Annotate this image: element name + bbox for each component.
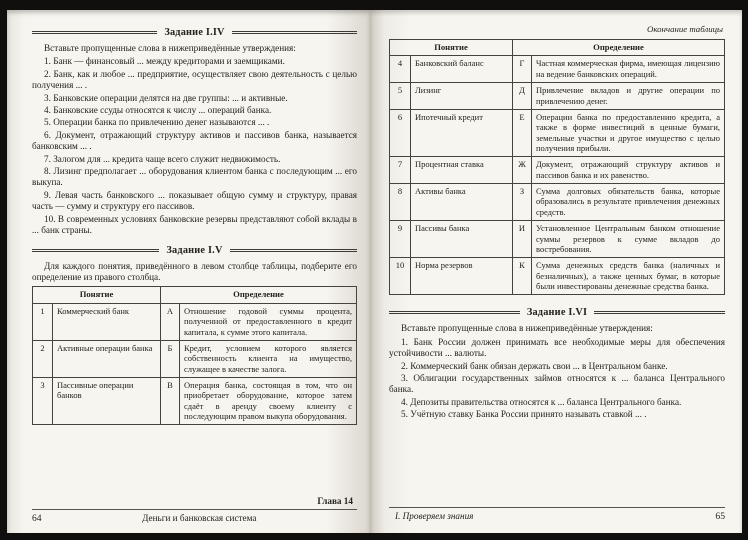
definition-cell: Операции банка по предоставлению кредита, а также в форме инвестиций в ценные бумаги, земельные участки и другое имущество с целью получения прибыли. [532, 109, 725, 156]
concept-cell: Банковский баланс [411, 56, 513, 83]
table-row [390, 221, 725, 258]
concept-cell: Коммерческий банк [53, 303, 161, 340]
task-item: 10. В современных условиях банковские резервы представляют собой вклады в ... банк страны. [32, 213, 357, 236]
task-item: 8. Лизинг предполагает ... оборудования клиентом банка с последующим ... его выкупа. [32, 166, 357, 188]
task-vi-header [389, 307, 725, 318]
task-item: 3. Банковские операции делятся на две группы: ... и активные. [44, 92, 288, 103]
row-number: 9 [390, 221, 411, 258]
table-row [390, 56, 725, 83]
row-number: 2 [33, 340, 53, 377]
left-page-content [32, 23, 357, 425]
row-number: 4 [390, 56, 411, 83]
left-page-footer [32, 496, 357, 524]
right-page-footer [389, 507, 725, 522]
row-number: 5 [390, 83, 411, 110]
concept-cell: Пассивные операции банков [53, 377, 161, 424]
letter-cell: К [513, 258, 532, 295]
definition-cell: Сумма долговых обязательств банка, которые образовались в результате привлечения денежных средств. [532, 184, 725, 221]
table-header-row [33, 287, 357, 303]
concept-cell: Активы банка [411, 184, 513, 221]
task-vi-intro: Вставьте пропущенные слова в нижеприведённые утверждения: [401, 323, 653, 334]
left-page [7, 10, 370, 533]
header-rule [389, 311, 520, 314]
right-page [370, 10, 742, 533]
table-continuation-label: Окончание таблицы [646, 24, 723, 34]
row-number: 8 [390, 184, 411, 221]
task-iv-title: Задание I.IV [164, 27, 225, 38]
table-row [390, 83, 725, 110]
chapter-label: Глава 14 [317, 496, 353, 506]
definition-column-header: Определение [513, 40, 725, 56]
definition-cell: Отношение годовой суммы процента, полученной от предоставленного в кредит капитала, к сумме этого капитала. [180, 303, 357, 340]
concept-column-header: Понятие [390, 40, 513, 56]
task-vi-title: Задание I.VI [526, 307, 588, 319]
letter-cell: И [513, 221, 532, 258]
task-item: 4. Депозиты правительства относятся к ... баланса Центрального банка. [401, 396, 682, 407]
task-item: 2. Коммерческий банк обязан держать свои ... в Центральном банке. [401, 360, 668, 371]
definition-cell: Документ, отражающий структуру активов и пассивов банка и их равенство. [532, 157, 725, 184]
task-item: 6. Документ, отражающий структуру активов и пассивов банка, называется банковским ... . [32, 129, 357, 152]
footer-rule [32, 509, 357, 510]
letter-cell: А [161, 303, 180, 340]
task-v-title: Задание I.V [166, 244, 223, 256]
task-item: 5. Операции банка по привлечению денег называются ... . [44, 117, 270, 128]
concept-column-header: Понятие [33, 287, 161, 303]
concept-cell: Норма резервов [411, 258, 513, 295]
definition-cell: Операция банка, состоящая в том, что он приобретает оборудование, которое затем сдаёт в аренду своему клиенту с последующим правом выкупа оборудования. [180, 377, 357, 424]
letter-cell: В [161, 377, 180, 424]
concept-cell: Процентная ставка [411, 157, 513, 184]
task-v-header [32, 245, 357, 256]
task-item: 4. Банковские ссуды относятся к числу ... операций банка. [44, 105, 272, 116]
table-row [33, 340, 357, 377]
table-row [390, 157, 725, 184]
header-rule [230, 249, 357, 252]
task-iv-intro: Вставьте пропущенные слова в нижеприведённые утверждения: [44, 43, 296, 53]
footer-rule [389, 507, 725, 508]
concept-cell: Активные операции банка [53, 340, 161, 377]
running-title: Деньги и банковская система [142, 513, 257, 523]
concept-cell: Ипотечный кредит [411, 109, 513, 156]
definition-cell: Сумма денежных средств банка (наличных и безналичных), а также ценных бумаг, в которые были инвестированы денежные средства банка. [532, 258, 725, 295]
definition-cell: Частная коммерческая фирма, имеющая лицензию на ведение банковских операций. [532, 56, 725, 83]
concept-cell: Лизинг [411, 83, 513, 110]
definition-column-header: Определение [161, 287, 357, 303]
footer-row [389, 511, 725, 522]
header-rule [32, 249, 159, 252]
task-iv-header [32, 27, 357, 38]
task-item: 1. Банк России должен принимать все необходимые меры для обеспечения устойчивости ... валюты. [389, 336, 725, 359]
row-number: 10 [390, 258, 411, 295]
letter-cell: Г [513, 56, 532, 83]
task-item: 9. Левая часть банковского ... показывает общую сумму и структуру, правая часть — сумму и структуру его пассивов. [32, 189, 357, 212]
row-number: 3 [33, 377, 53, 424]
definition-cell: Привлечение вкладов и другие операции по привлечению денег. [532, 83, 725, 110]
matching-table-part1 [32, 286, 357, 425]
definition-cell: Кредит, условием которого является собственность клиента на имущество, служащее в качестве залога. [180, 340, 357, 377]
header-rule [32, 31, 157, 34]
table-row [33, 377, 357, 424]
letter-cell: Ж [513, 157, 532, 184]
definition-cell: Установленное Центральным банком отношение суммы резервов к сумме вкладов до востребования. [532, 221, 725, 258]
row-number: 6 [390, 109, 411, 156]
task-item: 5. Учётную ставку Банка России принято называть ставкой ... . [401, 409, 647, 420]
letter-cell: Е [513, 109, 532, 156]
page-number: 65 [715, 511, 725, 522]
table-row [390, 109, 725, 156]
letter-cell: Б [161, 340, 180, 377]
row-number: 7 [390, 157, 411, 184]
page-number: 64 [32, 513, 42, 524]
running-section-title: I. Проверяем знания [395, 511, 474, 521]
table-row [390, 184, 725, 221]
task-v-intro: Для каждого понятия, приведённого в левом столбце таблицы, подберите его определение из правого столбца. [32, 260, 357, 282]
task-item: 7. Залогом для ... кредита чаще всего служит недвижимость. [44, 153, 281, 164]
letter-cell: З [513, 184, 532, 221]
footer-row [32, 513, 357, 524]
right-page-content [389, 23, 725, 422]
header-rule [232, 31, 357, 34]
task-item: 1. Банк — финансовый ... между кредиторами и заемщиками. [44, 56, 285, 67]
concept-cell: Пассивы банка [411, 221, 513, 258]
task-item: 2. Банк, как и любое ... предприятие, осуществляет свою деятельность с целью получения ... . [32, 68, 357, 91]
matching-table-part2 [389, 39, 725, 295]
letter-cell: Д [513, 83, 532, 110]
table-row [390, 258, 725, 295]
table-row [33, 303, 357, 340]
task-item: 3. Облигации государственных займов относятся к ... баланса Центрального банка. [389, 372, 725, 395]
row-number: 1 [33, 303, 53, 340]
table-header-row [390, 40, 725, 56]
header-rule [594, 311, 725, 314]
